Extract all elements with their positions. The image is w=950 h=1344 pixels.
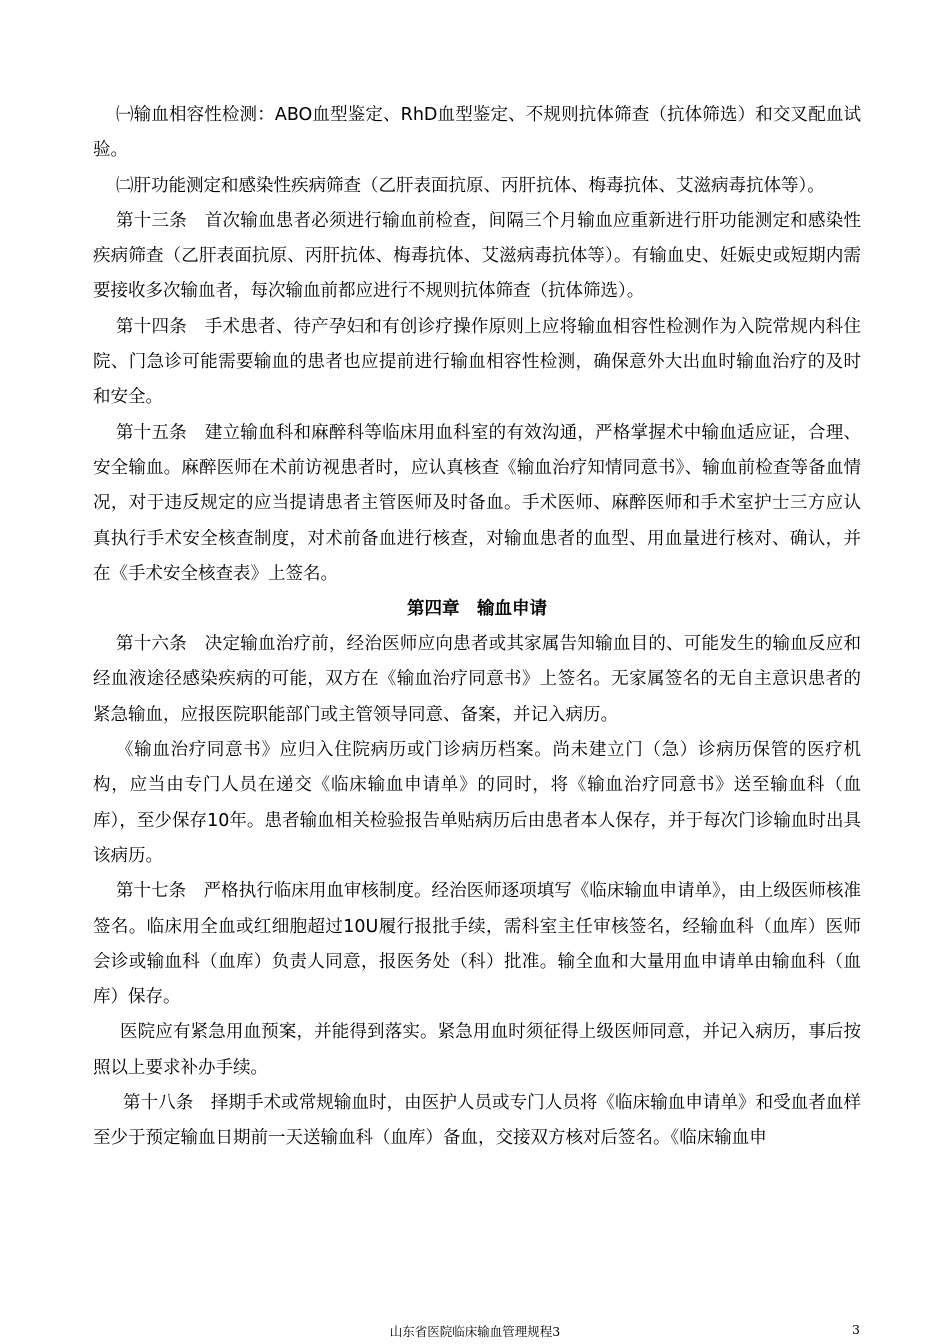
article-17: 第十七条 严格执行临床用血审核制度。经治医师逐项填写《临床输血申请单》，由上级医师核准签名。临床用全血或红细胞超过10U履行报批手续，需科室主任审核签名，经输血科（血库）医师会诊或输血科（血库）负责人同意，报医务处（科）批准。输全血和大量用血申请单由输血科（血库）保存。 (93, 881, 861, 1008)
page-number: 3 (852, 1322, 860, 1337)
document-body (93, 98, 861, 1157)
article-15: 第十五条 建立输血科和麻醉科等临床用血科室的有效沟通，严格掌握术中输血适应证，合理、安全输血。麻醉医师在术前访视患者时，应认真核查《输血治疗知情同意书》、输血前检查等备血情况，对于违反规定的应当提请患者主管医师及时备血。手术医师、麻醉医师和手术室护士三方应认真执行手术安全核查制度，对术前备血进行核查，对输血患者的血型、用血量进行核对、确认，并在《手术安全核查表》上签名。 (93, 422, 861, 584)
paragraph-liver-function: ㈡肝功能测定和感染性疾病筛查（乙肝表面抗原、丙肝抗体、梅毒抗体、艾滋病毒抗体等）。 (116, 175, 825, 196)
chapter-heading: 第四章 输血申请 (407, 599, 547, 620)
consent-form-paragraph: 《输血治疗同意书》应归入住院病历或门诊病历档案。尚未建立门（急）诊病历保管的医疗机构，应当由专门人员在递交《临床输血申请单》的同时，将《输血治疗同意书》送至输血科（血库），至少保存10年。患者输血相关检验报告单贴病历后由患者本人保存，并于每次门诊输血时出具该病历。 (93, 740, 861, 866)
article-14: 第十四条 手术患者、待产孕妇和有创诊疗操作原则上应将输血相容性检测作为入院常规内科住院、门急诊可能需要输血的患者也应提前进行输血相容性检测，确保意外大出血时输血治疗的及时和安全。 (93, 316, 861, 408)
paragraph-compatibility-test: ㈠输血相容性检测：ABO血型鉴定、RhD血型鉴定、不规则抗体筛查（抗体筛选）和交叉配血试验。 (93, 105, 861, 161)
article-13: 第十三条 首次输血患者必须进行输血前检查，间隔三个月输血应重新进行肝功能测定和感染性疾病筛查（乙肝表面抗原、丙肝抗体、梅毒抗体、艾滋病毒抗体等）。有输血史、妊娠史或短期内需要接收多次输血者，每次输血前都应进行不规则抗体筛查（抗体筛选）。 (93, 210, 861, 302)
article-16: 第十六条 决定输血治疗前，经治医师应向患者或其家属告知输血目的、可能发生的输血反应和经血液途径感染疾病的可能，双方在《输血治疗同意书》上签名。无家属签名的无自主意识患者的紧急输血，应报医院职能部门或主管领导同意、备案，并记入病历。 (93, 634, 861, 725)
footer-title: 山东省医院临床输血管理规程3 (389, 1324, 561, 1339)
emergency-plan-paragraph: 医院应有紧急用血预案，并能得到落实。紧急用血时须征得上级医师同意，并记入病历，事后按照以上要求补办手续。 (93, 1022, 861, 1078)
article-18: 第十八条 择期手术或常规输血时，由医护人员或专门人员将《临床输血申请单》和受血者血样至少于预定输血日期前一天送输血科（血库）备血，交接双方核对后签名。《临床输血申 (93, 1093, 861, 1149)
